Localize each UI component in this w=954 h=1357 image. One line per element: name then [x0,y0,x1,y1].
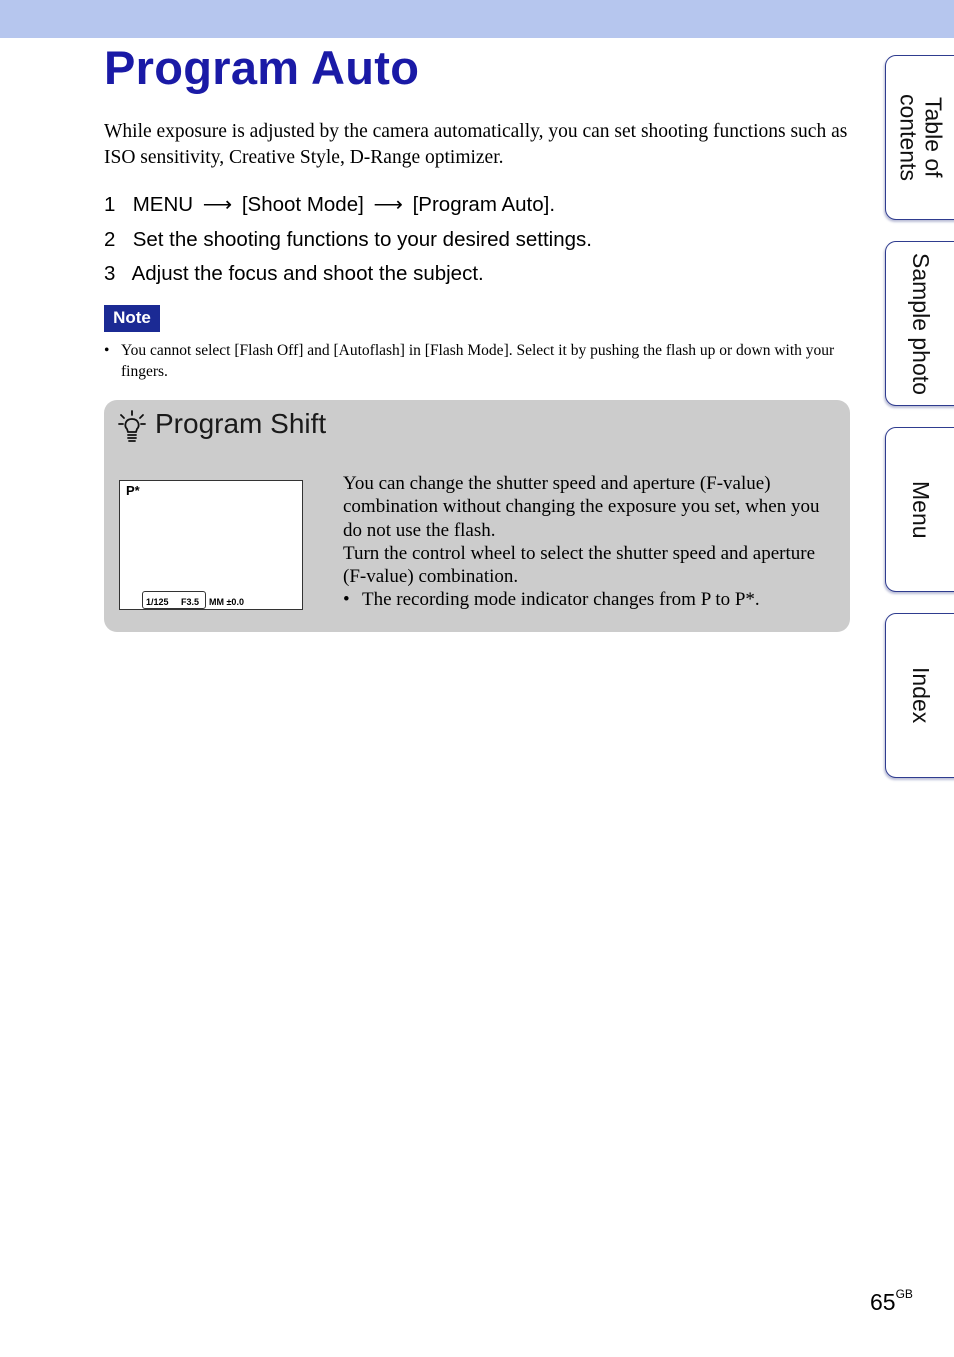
note-badge: Note [104,305,160,332]
program-auto-label: [Program Auto]. [412,193,556,216]
tip-title: Program Shift [155,408,327,439]
page-number [870,1279,913,1317]
aperture-readout: F3.5 [181,597,200,607]
tab-label: Sample photo [908,252,934,395]
step-text: Adjust the focus and shoot the subject. [131,262,484,285]
camera-lcd-illustration [119,480,303,610]
arrow-right-icon: ⟶ [202,193,233,216]
tip-box [104,400,850,632]
shutter-speed-readout: 1/125 [146,597,169,607]
tab-index[interactable] [885,613,954,778]
top-banner [0,0,954,38]
tip-paragraph: You can change the shutter speed and aperture (F-value) combination without changing the exposure you set, when you do not use the flash. [343,473,820,541]
page-region-code: GB [895,1287,913,1301]
tip-paragraph: Turn the control wheel to select the shutter speed and aperture (F-value) combination. [343,542,816,588]
step-number: 1 [104,193,116,216]
tab-label: Index [908,667,934,724]
shoot-mode-label: [Shoot Mode] [241,193,364,216]
note-item [104,340,854,382]
tab-menu[interactable] [885,427,954,592]
step-text: Set the shooting functions to your desired settings. [132,227,592,251]
tip-bullet-item [343,588,838,611]
step-number: 3 [104,262,116,285]
arrow-right-icon: ⟶ [373,193,403,216]
step-number: 2 [104,227,116,251]
exposure-compensation-readout: MM ±0.0 [209,597,244,607]
lightbulb-icon [118,410,146,444]
step-2 [104,223,592,258]
tab-label: Table of contents [895,94,947,181]
tip-bullet-text: The recording mode indicator changes from P to P*. [362,589,760,611]
intro-paragraph: While exposure is adjusted by the camera automatically, you can set shooting functions such as ISO sensitivity, Creative Style, D-Range optimizer. [104,121,848,168]
tab-sample-photo[interactable] [885,241,954,406]
bullet-icon: • [343,589,350,611]
step-1 [104,188,592,223]
recording-mode-indicator: P* [126,483,140,498]
tab-table-of-contents[interactable] [885,55,954,220]
steps-list [104,188,592,292]
page-title: Program Auto [104,41,420,94]
tab-label: Menu [908,480,934,539]
menu-label: MENU [132,193,194,216]
tip-description [343,472,838,612]
page-number-value: 65 [870,1289,896,1315]
step-3 [104,257,592,292]
note-text: You cannot select [Flash Off] and [Autoflash] in [Flash Mode]. Select it by pushing the flash up or down with your fingers. [121,342,835,380]
bullet-icon: • [104,342,110,359]
